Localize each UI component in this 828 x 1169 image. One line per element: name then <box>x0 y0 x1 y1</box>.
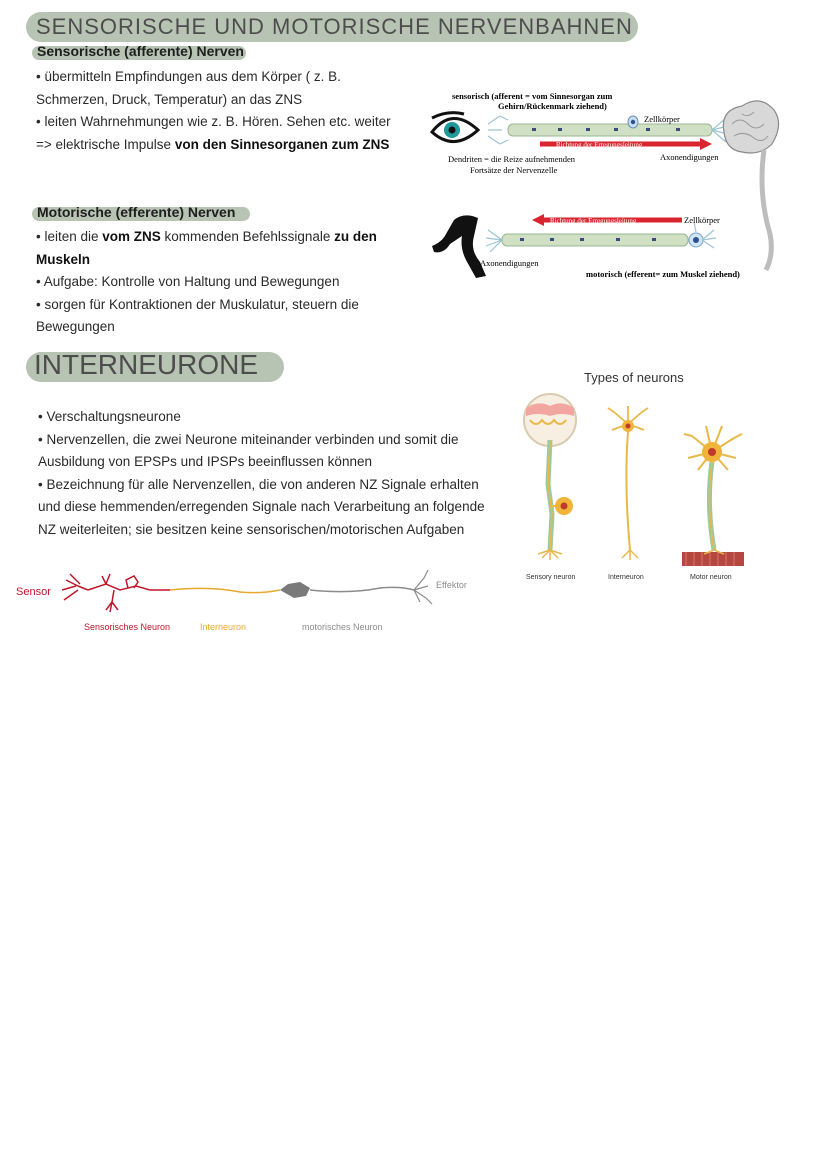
interneuron-text <box>38 406 488 541</box>
interneuron-bullet-3c: NZ weiterleiten; sie besitzen keine sensorischen/motorischen Aufgaben <box>38 521 465 537</box>
motor-line-1-plain: • leiten die <box>36 229 103 244</box>
diagram-sensory-label-1: sensorisch (afferent = vom Sinnesorgan zum <box>452 91 613 101</box>
types-of-neurons-figure <box>516 364 766 588</box>
sensory-text <box>36 66 416 156</box>
chain-sensory-neuron-label: Sensorisches Neuron <box>84 622 171 632</box>
interneuron-bullet-3b: und diese hemmenden/erregenden Signale nach Verarbeitung an folgende <box>38 499 485 514</box>
motor-neuron-illustration <box>682 426 744 566</box>
chain-sensor-label: Sensor <box>16 586 51 598</box>
interneuron-bullet-2b: Ausbildung von EPSPs und IPSPs beeinflussen können <box>38 454 372 469</box>
section2-title: INTERNEURONE <box>34 349 259 380</box>
sensory-line-4-bold: von den Sinnesorganen zum ZNS <box>174 136 390 152</box>
chain-interneuron-label: Interneuron <box>200 622 247 632</box>
diagram-axonendigungen-1: Axonendigungen <box>660 152 719 162</box>
sensory-line-3: • leiten Wahrnehmungen wie z. B. Hören. Sehen etc. weiter <box>36 114 391 129</box>
interneuron-bullet-3a: • Bezeichnung für alle Nervenzellen, die von anderen NZ Signale erhalten <box>38 476 479 492</box>
motor-line-1-mid: kommenden Befehlssignale <box>160 229 335 244</box>
diagram-arrow-2-label: Richtung der Erregungsleitung <box>550 217 637 225</box>
motor-line-1-bold1: vom ZNS <box>102 229 161 244</box>
section1-title: SENSORISCHE UND MOTORISCHE NERVENBAHNEN <box>36 14 633 39</box>
motor-line-2-bold: Muskeln <box>36 251 91 267</box>
motor-line-1-bold2: zu den <box>334 229 377 244</box>
neuron-chain-sketch <box>10 560 490 640</box>
diagram-zellkoerper-2: Zellkörper <box>684 215 720 225</box>
motor-line-2 <box>36 249 416 272</box>
types-figure-title: Types of neurons <box>584 370 684 385</box>
interneuron-bullet-2a: • Nervenzellen, die zwei Neurone miteinander verbinden und somit die <box>38 431 459 447</box>
motor-line-5: Bewegungen <box>36 319 115 334</box>
diagram-arrow-1-label: Richtung der Erregungsleitung <box>556 141 643 149</box>
chain-motor-neuron <box>280 570 432 604</box>
motor-line-4: • sorgen für Kontraktionen der Muskulatur, steuern die <box>36 296 359 312</box>
label-motor-neuron: Motor neuron <box>690 574 732 581</box>
motor-text <box>36 226 416 339</box>
diagram-sensory-label-2: Gehirn/Rückenmark ziehend) <box>498 101 607 111</box>
brain-icon <box>723 101 778 270</box>
chain-motor-neuron-label: motorisches Neuron <box>302 622 383 632</box>
sensory-line-1: • übermitteln Empfindungen aus dem Körper ( z. B. <box>36 69 341 84</box>
sensory-line-4 <box>36 134 416 157</box>
chain-interneuron <box>170 588 280 592</box>
diagram-zellkoerper-1: Zellkörper <box>644 114 680 124</box>
motor-line-3: • Aufgabe: Kontrolle von Haltung und Bewegungen <box>36 274 340 289</box>
interneuron-bullet-1: • Verschaltungsneurone <box>38 409 181 424</box>
chain-effektor-label: Effektor <box>436 580 467 590</box>
sensory-line-2: Schmerzen, Druck, Temperatur) an das ZNS <box>36 91 303 107</box>
diagram-dendriten-2: Fortsätze der Nervenzelle <box>470 165 558 175</box>
motor-line-1 <box>36 226 416 249</box>
sensory-line-4-plain: => elektrische Impulse <box>36 136 175 152</box>
diagram-axonendigungen-2: Axonendigungen <box>480 258 539 268</box>
motor-heading: Motorische (efferente) Nerven <box>37 204 236 220</box>
interneuron-illustration <box>608 406 648 560</box>
diagram-dendriten-1: Dendriten = die Reize aufnehmenden <box>448 154 576 164</box>
chain-sensory-neuron <box>62 574 170 612</box>
nerve-pathway-diagram <box>420 84 780 284</box>
diagram-motor-label: motorisch (efferent= zum Muskel ziehend) <box>586 269 740 279</box>
label-interneuron: Interneuron <box>608 574 644 581</box>
sensory-heading: Sensorische (afferente) Nerven <box>37 43 244 59</box>
running-legs-icon <box>432 215 486 278</box>
sensory-neuron-illustration <box>524 394 576 560</box>
label-sensory-neuron: Sensory neuron <box>526 574 576 581</box>
eye-icon <box>432 113 478 142</box>
